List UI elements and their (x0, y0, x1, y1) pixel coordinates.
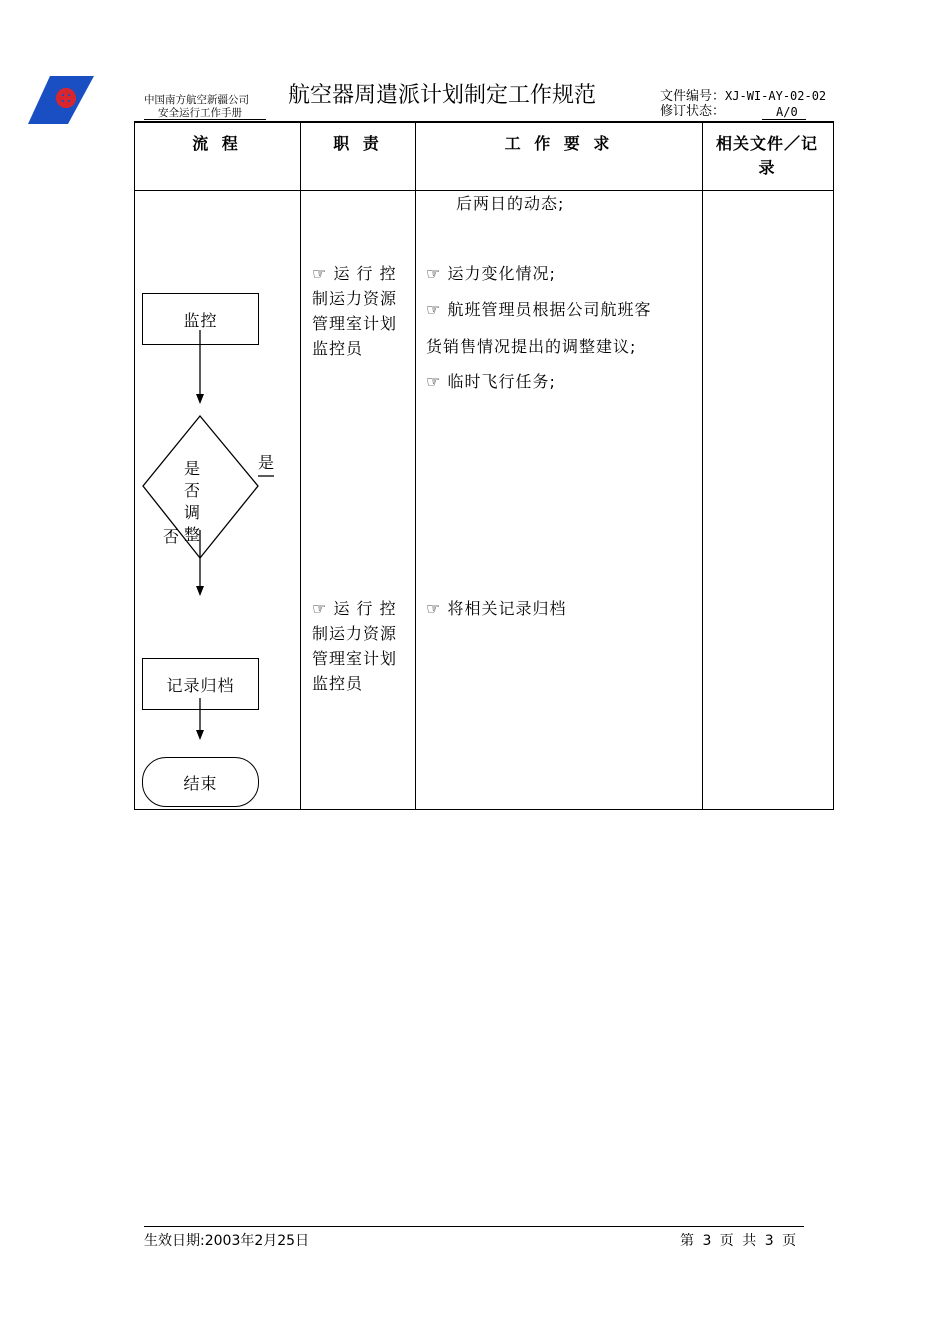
decision-char: 是 (183, 459, 200, 478)
flow-archive-box: 记录归档 (142, 658, 259, 710)
pointing-hand-icon: ☞ (426, 300, 442, 319)
resp-line: 管理室计划 (312, 314, 398, 333)
company-logo (28, 76, 94, 124)
document-title: 航空器周遣派计划制定工作规范 (288, 83, 597, 108)
revision-label: 修订状态： (660, 104, 726, 119)
resp-line: 制运力资源 (312, 624, 398, 643)
yes-label: 是 (258, 453, 275, 472)
requirement-text: 将相关记录归档 (447, 599, 567, 618)
doc-number (660, 88, 826, 105)
arrow-down-icon (196, 394, 204, 404)
resp-line: 运 行 控 (333, 264, 397, 283)
arrow-down-icon (196, 586, 204, 596)
flow-monitor-box: 监控 (142, 293, 259, 345)
requirement-item (426, 297, 651, 322)
pointing-hand-icon: ☞ (312, 599, 328, 618)
col-divider (702, 122, 703, 810)
col-divider (300, 122, 301, 810)
resp-line: 监控员 (312, 674, 364, 693)
responsibility-block-1 (312, 261, 397, 361)
footer-rule (144, 1226, 804, 1227)
no-label: 否 (163, 527, 180, 546)
requirement-text: 临时飞行任务; (447, 372, 556, 391)
doc-number-label: 文件编号： (660, 89, 726, 104)
page-number: 第 3 页 共 3 页 (680, 1233, 799, 1249)
pointing-hand-icon: ☞ (426, 264, 442, 283)
header-process: 流 程 (192, 134, 242, 153)
resp-line: 运 行 控 (333, 599, 397, 618)
effective-date: 生效日期:2003年2月25日 (144, 1233, 310, 1249)
flow-end-terminal: 结束 (142, 757, 259, 807)
resp-line: 制运力资源 (312, 289, 398, 308)
resp-line: 管理室计划 (312, 649, 398, 668)
requirement-text: 运力变化情况; (447, 264, 556, 283)
decision-char: 调 (183, 503, 200, 522)
company-name: 中国南方航空新疆公司 (144, 94, 249, 106)
pointing-hand-icon: ☞ (426, 599, 442, 618)
requirement-item (426, 369, 556, 394)
decision-label (182, 458, 202, 546)
requirement-text: 航班管理员根据公司航班客 (447, 300, 652, 319)
requirement-item (426, 261, 556, 286)
resp-line: 监控员 (312, 339, 364, 358)
pointing-hand-icon: ☞ (426, 372, 442, 391)
arrow-down-icon (196, 730, 204, 740)
requirement-text-cont: 货销售情况提出的调整建议; (426, 337, 637, 356)
doc-number-value: XJ-WI-AY-02-02 (725, 89, 827, 103)
requirement-item (426, 596, 566, 621)
pointing-hand-icon: ☞ (312, 264, 328, 283)
manual-name: 安全运行工作手册 (158, 107, 242, 119)
revision-underline (762, 119, 806, 120)
requirement-continuation: 后两日的动态; (456, 194, 565, 213)
header-related-docs: 相关文件／记录 (715, 134, 818, 177)
header-responsibility: 职 责 (333, 134, 383, 153)
header-requirements: 工 作 要 求 (504, 134, 614, 153)
decision-char: 整 (183, 525, 200, 544)
responsibility-block-2 (312, 596, 397, 696)
decision-char: 否 (183, 481, 200, 500)
flow-connectors (134, 330, 300, 810)
col-divider (415, 122, 416, 810)
kapok-flower-icon (56, 88, 76, 108)
manual-underline (144, 119, 266, 120)
revision-value: A/0 (776, 105, 798, 119)
